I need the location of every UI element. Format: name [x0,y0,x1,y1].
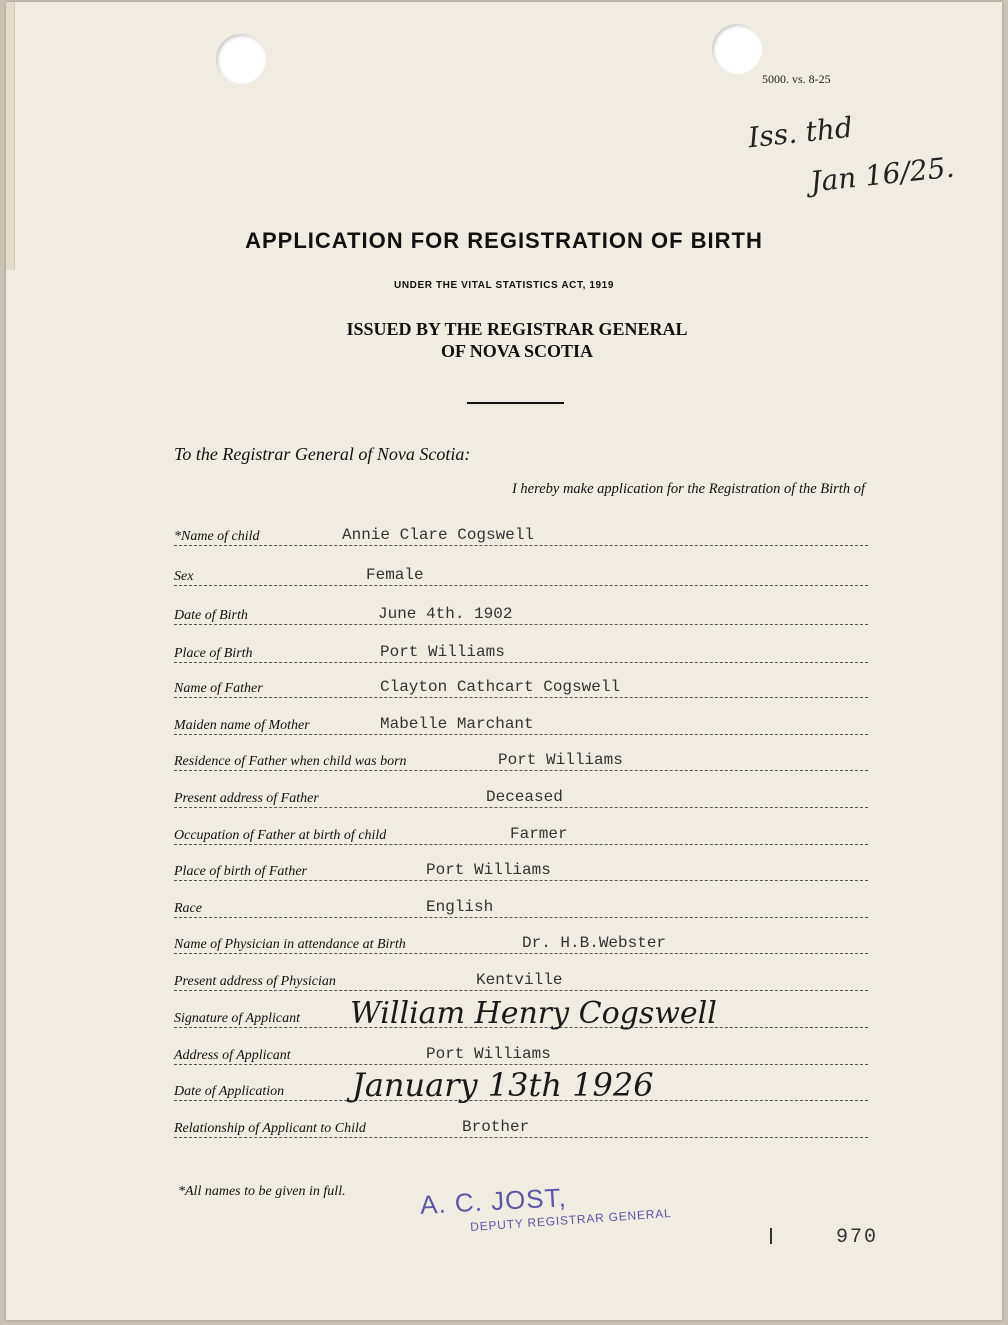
field-relationship-to-child [174,1115,868,1138]
field-label: Name of Father [174,681,263,696]
form-number: 5000. vs. 8-25 [762,72,831,86]
field-place-of-birth-of-father [174,858,868,881]
handwritten-note-line2: Jan 16/25. [808,150,956,199]
document-title: APPLICATION FOR REGISTRATION OF BIRTH [245,228,763,253]
field-label: *Name of child [174,529,260,544]
field-present-address-of-father [174,785,868,808]
issuer-line2: OF NOVA SCOTIA [440,341,594,361]
field-occupation-of-father [174,822,868,845]
field-label: Occupation of Father at birth of child [174,828,387,843]
field-value: Dr. H.B.Webster [522,934,667,952]
field-label: Place of Birth [174,646,253,661]
applicant-signature: William Henry Cogswell [350,996,717,1031]
field-date-of-application [174,1066,868,1104]
registrar-stamp-name: A. C. JOST, [419,1182,568,1220]
field-value: Mabelle Marchant [380,715,534,733]
field-label: Sex [174,569,194,584]
field-value: Deceased [486,788,563,806]
field-value: Port Williams [380,643,505,661]
serial-number: 970 [836,1226,879,1249]
serial-mark [770,1228,772,1244]
title-divider [467,402,564,404]
issuer-heading [0,318,1008,362]
issuer-line1: ISSUED BY THE REGISTRAR GENERAL [346,319,688,339]
field-place-of-birth [174,640,868,663]
field-label: Signature of Applicant [174,1011,300,1026]
field-label: Relationship of Applicant to Child [174,1121,366,1136]
field-value: Kentville [476,971,563,989]
field-physician-address [174,968,868,991]
field-value: Annie Clare Cogswell [342,526,535,544]
intro-text: I hereby make application for the Registration of the Birth of [511,481,865,497]
field-label: Present address of Father [174,791,319,806]
field-signature-of-applicant [174,996,868,1031]
field-value: Farmer [510,825,568,843]
field-name-of-father [174,675,868,698]
field-label: Name of Physician in attendance at Birth [174,937,406,952]
field-residence-of-father [174,748,868,771]
field-value: Port Williams [426,1045,551,1063]
field-label: Date of Birth [174,608,248,623]
footnote: *All names to be given in full. [178,1184,346,1199]
field-value: Port Williams [498,751,623,769]
field-value: Female [366,566,424,584]
field-value: June 4th. 1902 [378,605,513,623]
field-name-of-child [174,523,868,546]
field-address-of-applicant [174,1042,868,1065]
field-label: Address of Applicant [174,1048,291,1063]
field-race [174,895,868,918]
handwritten-note-line1: Iss. thd [746,110,855,155]
field-label: Race [174,901,202,916]
punch-hole-left [216,34,266,84]
field-physician-name [174,931,868,954]
field-label: Maiden name of Mother [174,718,310,733]
salutation: To the Registrar General of Nova Scotia: [174,444,471,464]
field-value: Port Williams [426,861,551,879]
field-value: Brother [462,1118,530,1136]
field-maiden-name-of-mother [174,712,868,735]
registrar-stamp-title: DEPUTY REGISTRAR GENERAL [469,1205,672,1235]
field-label: Date of Application [174,1084,285,1099]
field-date-of-birth [174,602,868,625]
field-sex [174,563,868,586]
document-subtitle: UNDER THE VITAL STATISTICS ACT, 1919 [394,280,614,291]
application-date-handwritten: January 13th 1926 [352,1066,654,1104]
field-value: Clayton Cathcart Cogswell [380,678,621,696]
field-label: Place of birth of Father [174,864,307,879]
field-value: English [426,898,494,916]
punch-hole-right [712,24,762,74]
field-label: Residence of Father when child was born [174,754,407,769]
field-label: Present address of Physician [174,974,336,989]
